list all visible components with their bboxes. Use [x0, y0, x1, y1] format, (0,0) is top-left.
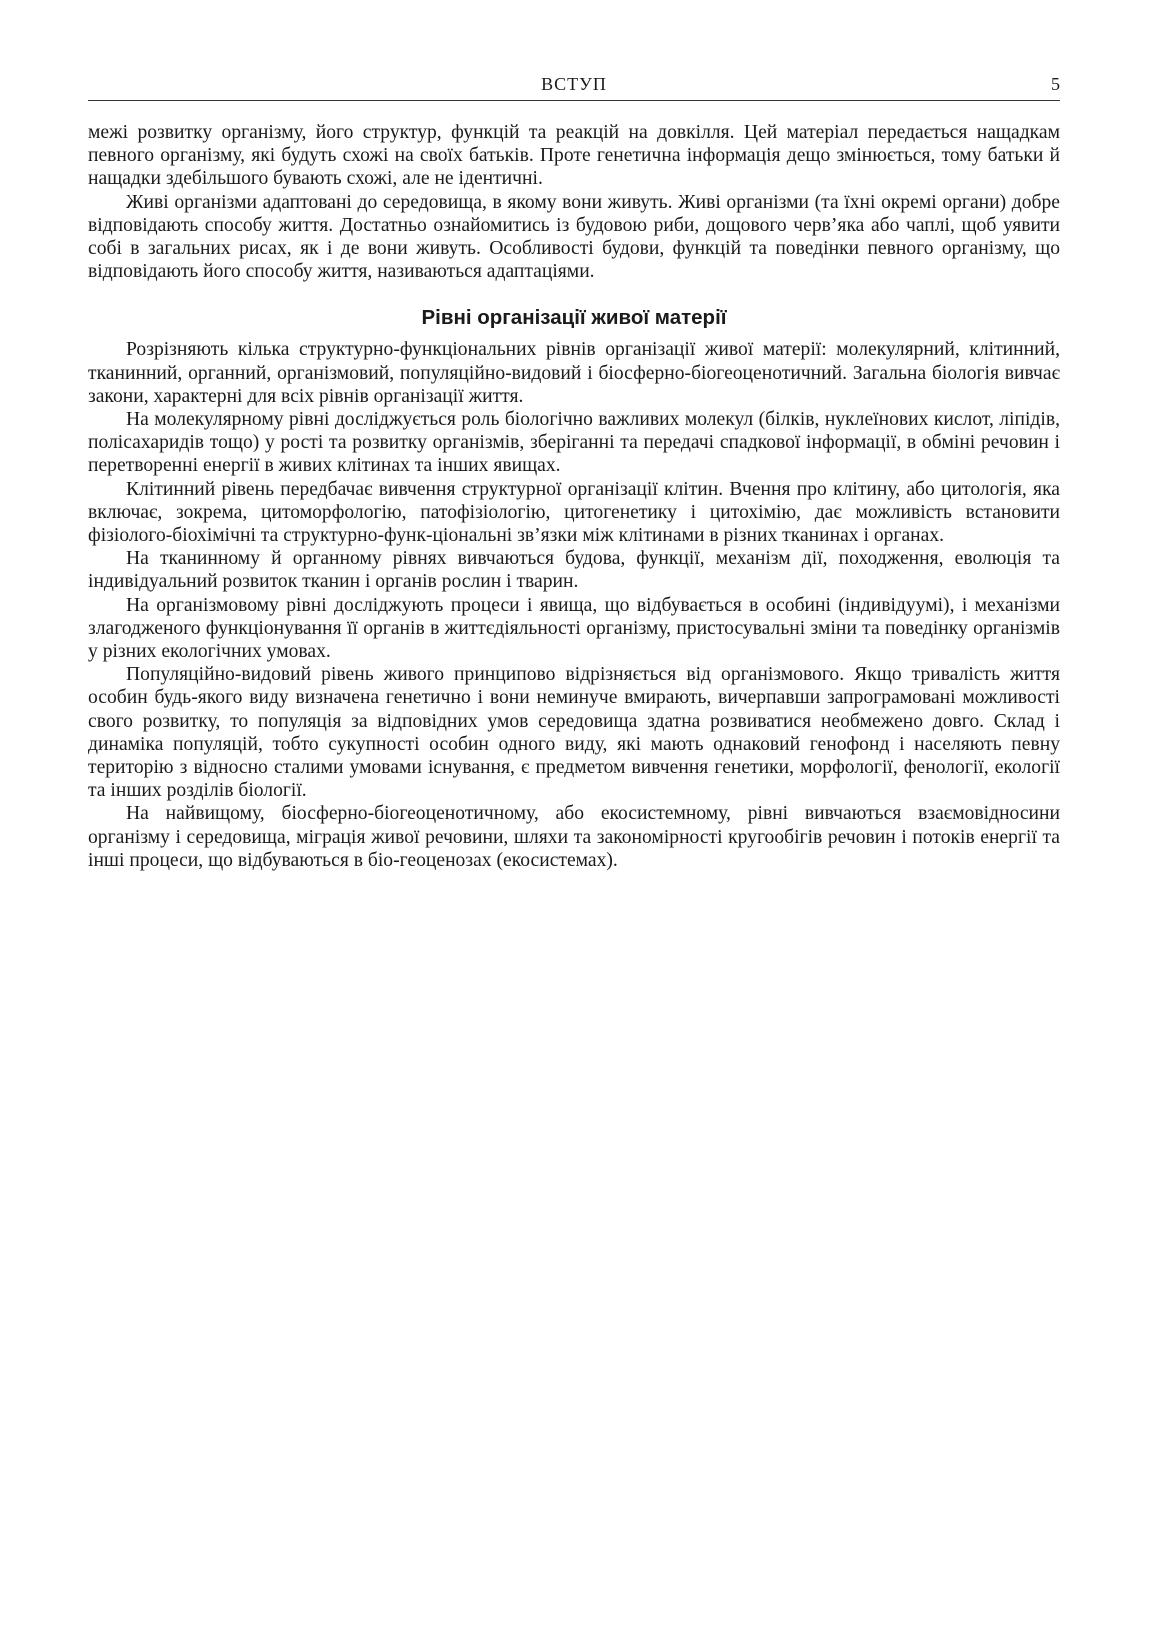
paragraph-continued: межі розвитку організму, його структур, функцій та реакцій на довкілля. Цей матеріал передається нащадкам певного організму, які будуть схожі на своїх батьків. Проте генетична інформація дещо змінюється, тому батьки й нащадки здебільшого бувають схожі, але не ідентичні.	[88, 122, 1060, 190]
section-heading: Рівні організації живої матерії	[421, 306, 727, 330]
running-title: ВСТУП	[541, 74, 607, 94]
body-text	[88, 121, 1060, 872]
paragraph-organism-level: На організмовому рівні досліджують процеси і явища, що відбувається в особині (індивідуумі), і механізми злагодженого функціонування її органів в життєдіяльності організму, пристосувальні зміни та поведінку організмів у різних екологічних умовах.	[88, 594, 1060, 663]
paragraph-biosphere-level: На найвищому, біосферно-біогеоценотичному, або екосистемному, рівні вивчаються взаємовідносини організму і середовища, міграція живої речовини, шляхи та закономірності кругообігів речовин і потоків енергії та інші процеси, що відбуваються в біо-геоценозах (екосистемах).	[88, 803, 1060, 871]
paragraph-levels-overview: Розрізняють кілька структурно-функціональних рівнів організації живої матерії: молекулярний, клітинний, тканинний, органний, організмовий, популяційно-видовий і біосферно-біогеоценотичний. Загальна біологія вивчає закони, характерні для всіх рівнів організації життя.	[88, 339, 1060, 407]
page-number: 5	[1051, 74, 1060, 94]
running-header	[88, 70, 1060, 101]
paragraph-molecular-level: На молекулярному рівні досліджується роль біологічно важливих молекул (білків, нуклеїнових кислот, ліпідів, полісахаридів тощо) у рості та розвитку організмів, зберіганні та передачі спадкової інформації, в обміні речовин і перетворенні енергії в живих клітинах та інших явищах.	[88, 409, 1060, 477]
paragraph-tissue-organ-level: На тканинному й органному рівнях вивчаються будова, функції, механізм дії, походження, еволюція та індивідуальний розвиток тканин і органів рослин і тварин.	[88, 548, 1060, 593]
paragraph-population-level: Популяційно-видовий рівень живого принципово відрізняється від організмового. Якщо тривалість життя особин будь-якого виду визначена генетично і вони неминуче вмирають, вичерпавши запрограмовані можливості свого розвитку, то популяція за відповідних умов середовища здатна розвиватися необмежено довго. Склад і динаміка популяцій, тобто сукупності особин одного виду, які мають однаковий генофонд і населяють певну територію з відносно сталими умовами існування, є предметом вивчення генетики, морфології, фенології, екології та інших розділів біології.	[88, 664, 1060, 802]
paragraph-cellular-level: Клітинний рівень передбачає вивчення структурної організації клітин. Вчення про клітину, або цитологія, яка включає, зокрема, цитоморфологію, патофізіологію, цитогенетику і цитохімію, дає можливість встановити фізіолого-біохімічні та структурно-функ-ціональні зв’язки між клітинами в різних тканинах і органах.	[88, 478, 1060, 547]
page	[88, 70, 1060, 872]
paragraph-adaptations: Живі організми адаптовані до середовища, в якому вони живуть. Живі організми (та їхні окремі органи) добре відповідають способу життя. Достатньо ознайомитись із будовою риби, дощового черв’яка або чаплі, щоб уявити собі в загальних рисах, як і де вони живуть. Особливості будови, функцій та поведінки певного організму, що відповідають його способу життя, називаються адаптаціями.	[88, 191, 1060, 283]
